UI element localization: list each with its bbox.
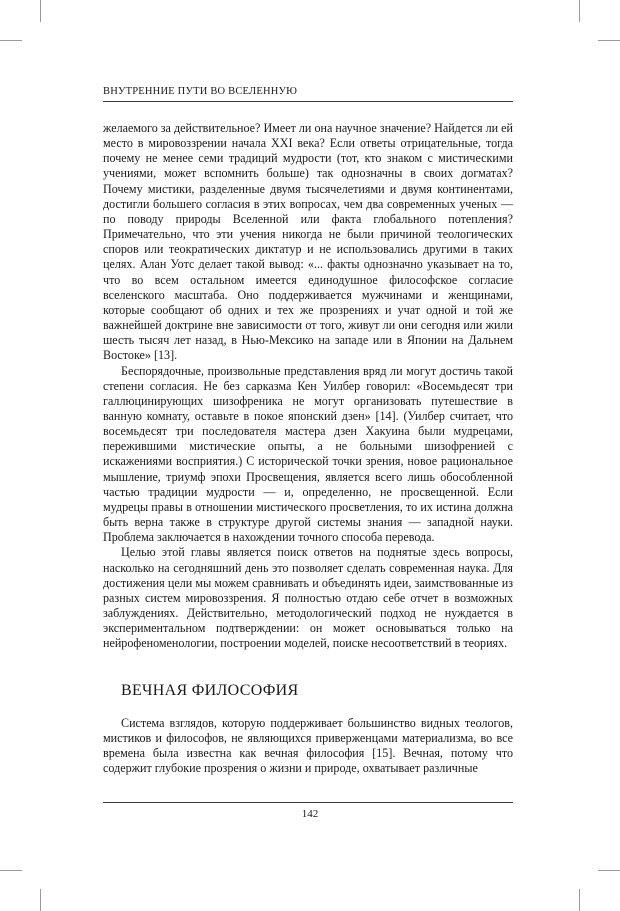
section-heading: ВЕЧНАЯ ФИЛОСОФИЯ [121,682,299,699]
page-number: 142 [301,808,319,820]
crop-mark [579,0,580,22]
crop-mark [579,889,580,911]
header-rule [103,101,513,102]
crop-mark [40,889,41,911]
body-text [103,121,513,651]
footer-rule [103,802,513,803]
running-head: ВНУТРЕННИЕ ПУТИ ВО ВСЕЛЕННУЮ [103,86,298,97]
crop-mark [598,870,620,871]
section-text [103,716,513,777]
paragraph: желаемого за действительное? Имеет ли она научное значение? Найдется ли ей место в мировоззрении начала XXI века? Если ответы отрицательные, тогда почему не менее семи традиций мудрости (тот, кто знаком с мистическими учениями, может вспомнить больше) так однозначны в своих догматах? Почему мистики, разделенные двумя тысячелетиями и двумя континентами, достигли большего согласия в этих вопросах, чем два современных ученых — по поводу природы Вселенной или факта глобального потепления? Примечательно, что эти учения никогда не были причиной теологических споров или теократических диктатур и не использовались другими в таких целях. Алан Уотс делает такой вывод: «... факты однозначно указывает на то, что во всем остальном имеется единодушное философское согласие вселенского масштаба. Оно поддерживается мужчинами и женщинами, которые сообщают об одних и тех же прозрениях и учат одной и той же важнейшей доктрине вне зависимости от того, живут ли они сегодня или жили шесть тысяч лет назад, в Нью-Мексико на западе или в Японии на Дальнем Востоке» [13]. [103,121,513,363]
crop-mark [40,0,41,22]
crop-mark [598,40,620,41]
paragraph: Целью этой главы является поиск ответов на поднятые здесь вопросы, насколько на сегодняшний день это позволяет сделать современная наука. Для достижения цели мы можем сравнивать и объединять идеи, заимствованные из разных систем мировоззрения. Я полностью отдаю себе отчет в возможных заблуждениях. Действительно, методологический подход не нуждается в экспериментальном подтверждении: он может основываться только на нейрофеноменологии, построении моделей, поиске несоответствий в теориях. [103,545,513,651]
paragraph: Система взглядов, которую поддерживает большинство видных теологов, мистиков и философов, не являющихся приверженцами материализма, во все времена была известна как вечная философия [15]. Вечная, потому что содержит глубокие прозрения о жизни и природе, охватывает различные [103,716,513,776]
crop-mark [0,40,22,41]
paragraph: Беспорядочные, произвольные представления вряд ли могут достичь такой степени согласия. Не без сарказма Кен Уилбер говорил: «Восемьдесят три галлюцинирующих шизофреника не могут организовать путешествие в ванную комнату, оставьте в покое японский дзен» [14]. (Уилбер считает, что восемьдесят три последователя мастера дзен Хакуина были мудрецами, пережившими мистические опыты, а не больными шизофренией с искажениями восприятия.) С исторической точки зрения, новое рациональное мышление, триумф эпохи Просвещения, является всего лишь обособленной частью традиции мудрости — и, определенно, не просвещенной. Если мудрецы правы в отношении мистического просветления, то их истина должна быть верна также в структуре другой системы знания — западной науки. Проблема заключается в нахождении точного способа перевода. [103,363,513,545]
crop-mark [0,870,22,871]
